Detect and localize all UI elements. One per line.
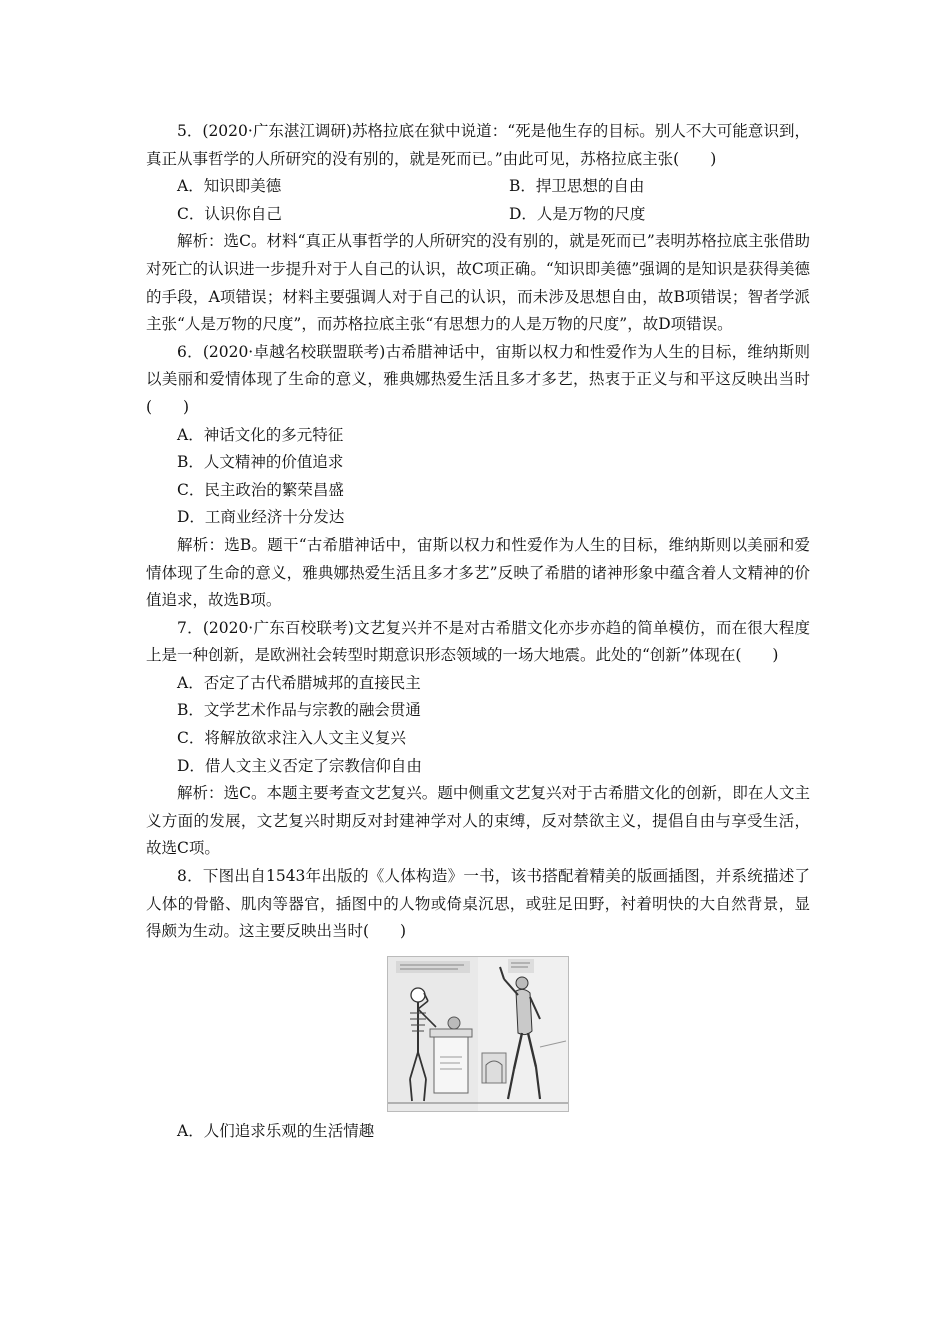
question-8-option-a: A．人们追求乐观的生活情趣 <box>177 1121 375 1140</box>
muscle-figure-engraving <box>478 957 568 1111</box>
question-6-option-c: C．民主政治的繁荣昌盛 <box>177 480 344 499</box>
question-5-option-b: B．捍卫思想的自由 <box>509 177 645 196</box>
skeleton-engraving <box>388 957 478 1111</box>
question-5-stem: 5．(2020·广东湛江调研)苏格拉底在狱中说道：“死是他生存的目标。别人不大可能意识到，真正从事哲学的人所研究的没有别的，就是死而已。”由此可见，苏格拉底主张( ) <box>146 122 810 168</box>
question-7-option-b: B．文学艺术作品与宗教的融会贯通 <box>177 701 421 720</box>
question-8-figure <box>146 956 810 1112</box>
question-6-option-a: A．神话文化的多元特征 <box>177 425 344 444</box>
question-5-analysis: 解析：选C。材料“真正从事哲学的人所研究的没有别的，就是死而已”表明苏格拉底主张借助对死亡的认识进一步提升对于人自己的认识，故C项正确。“知识即美德”强调的是知识是获得美德的手段，A项错误；材料主要强调人对于自己的认识，而未涉及思想自由，故B项错误；智者学派主张“人是万物的尺度”，而苏格拉底主张“有思想力的人是万物的尺度”，故D项错误。 <box>146 232 810 334</box>
question-7-option-d: D．借人文主义否定了宗教信仰自由 <box>177 756 422 775</box>
question-5-option-c: C．认识你自己 <box>177 204 282 223</box>
question-5-option-d: D．人是万物的尺度 <box>509 204 646 223</box>
question-6-analysis: 解析：选B。题干“古希腊神话中，宙斯以权力和性爱作为人生的目标，维纳斯则以美丽和爱情体现了生命的意义，雅典娜热爱生活且多才多艺”反映了希腊的诸神形象中蕴含着人文精神的价值追求，故选B项。 <box>146 535 810 610</box>
question-6-option-b: B．人文精神的价值追求 <box>177 453 344 472</box>
question-7-option-a: A．否定了古代希腊城邦的直接民主 <box>177 673 421 692</box>
question-5-options-row-1 <box>146 173 810 201</box>
question-7-stem: 7．(2020·广东百校联考)文艺复兴并不是对古希腊文化亦步亦趋的简单模仿，而在很大程度上是一种创新，是欧洲社会转型时期意识形态领域的一场大地震。此处的“创新”体现在( ) <box>146 618 810 665</box>
question-5-options-row-2 <box>146 201 810 229</box>
question-5-option-a: A．知识即美德 <box>177 177 282 196</box>
question-7-option-c: C．将解放欲求注入人文主义复兴 <box>177 729 406 748</box>
question-6-stem: 6．(2020·卓越名校联盟联考)古希腊神话中，宙斯以权力和性爱作为人生的目标，维纳斯则以美丽和爱情体现了生命的意义，雅典娜热爱生活且多才多艺，热衷于正义与和平这反映出当时( ) <box>146 342 810 416</box>
question-7-analysis: 解析：选C。本题主要考查文艺复兴。题中侧重文艺复兴对于古希腊文化的创新，即在人文主义方面的发展，文艺复兴时期反对封建神学对人的束缚，反对禁欲主义，提倡自由与享受生活，故选C项。 <box>146 784 810 858</box>
question-6-option-d: D．工商业经济十分发达 <box>177 508 345 527</box>
question-8-stem: 8．下图出自1543年出版的《人体构造》一书，该书搭配着精美的版画插图，并系统描述了人体的骨骼、肌肉等器官，插图中的人物或倚桌沉思，或驻足田野，衬着明快的大自然背景，显得颇为生动。这主要反映出当时( ) <box>146 867 810 941</box>
anatomy-engravings-image <box>387 956 569 1112</box>
document-content <box>146 118 810 1145</box>
